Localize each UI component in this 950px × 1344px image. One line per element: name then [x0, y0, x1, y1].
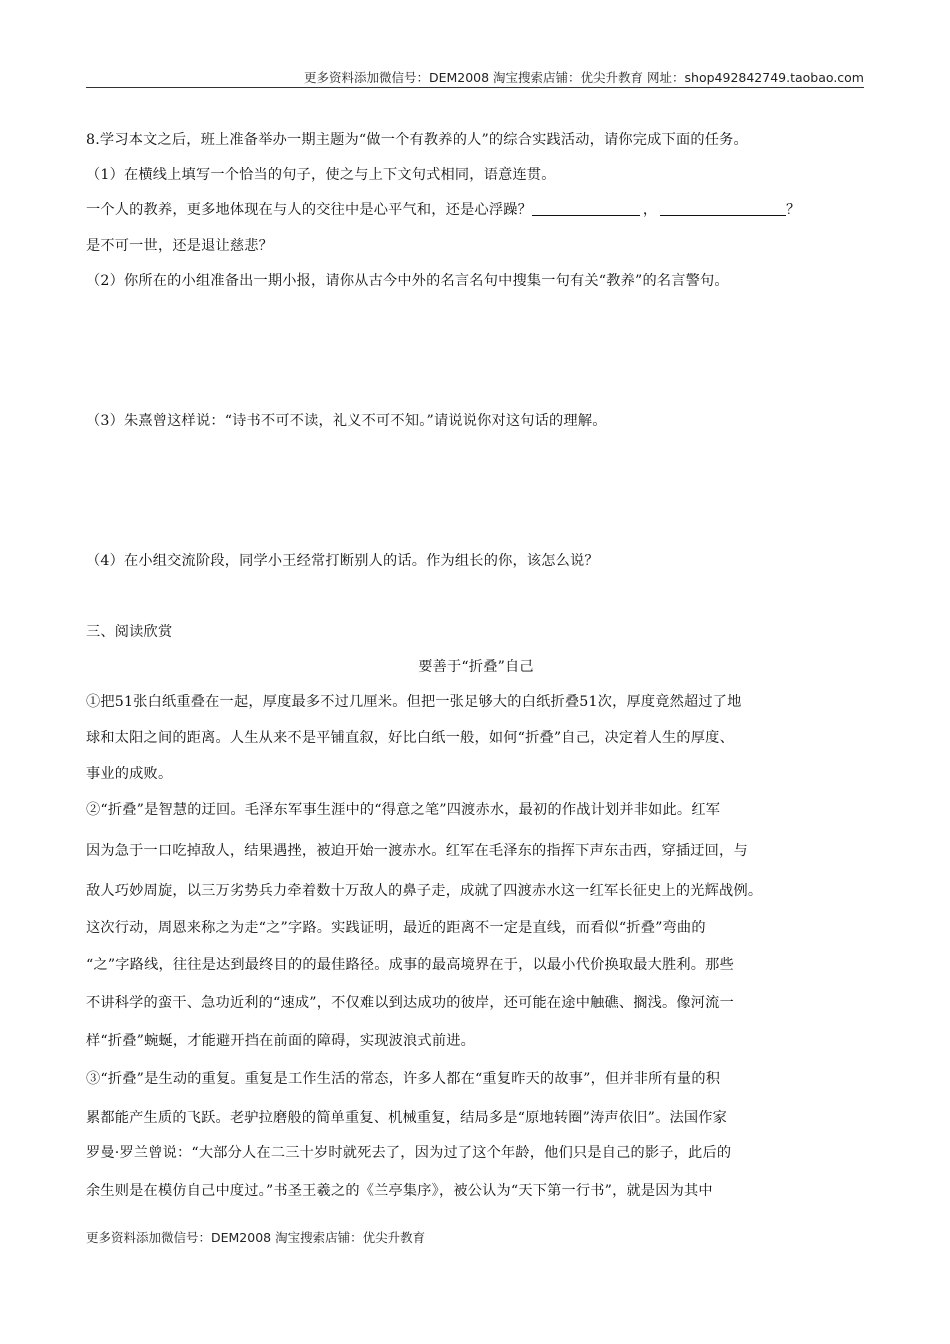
page-header: 更多资料添加微信号：DEM2008 淘宝搜索店铺：优尖升教育 网址：shop492842749.taobao.com [303, 70, 864, 85]
question-8-sub3: （3）朱熹曾这样说：“诗书不可不读，礼义不可不知。”请说说你对这句话的理解。 [86, 413, 607, 429]
article-title: 要善于“折叠”自己 [418, 659, 534, 675]
question-8-sub1-sentence [86, 200, 866, 220]
sub1-text-a: 一个人的教养，更多地体现在与人的交往中是心平气和，还是心浮躁？ [86, 202, 533, 218]
article-line: 这次行动，周恩来称之为走“之”字路。实践证明，最近的距离不一定是直线，而看似“折叠”弯曲的 [86, 920, 706, 936]
sub1-end-mark: ？ [786, 202, 801, 218]
article-line: 不讲科学的蛮干、急功近利的“速成”，不仅难以到达成功的彼岸，还可能在途中触礁、搁浅。像河流一 [86, 995, 734, 1011]
article-line: 球和太阳之间的距离。人生从来不是平铺直叙，好比白纸一般，如何“折叠”自己，决定着人生的厚度、 [86, 730, 734, 746]
article-line: “之”字路线，往往是达到最终目的的最佳路径。成事的最高境界在于，以最小代价换取最大胜利。那些 [86, 957, 734, 973]
question-8-sub1: （1）在横线上填写一个恰当的句子，使之与上下文句式相同，语意连贯。 [86, 167, 556, 183]
article-line: 样“折叠”蜿蜒，才能避开挡在前面的障碍，实现波浪式前进。 [86, 1033, 475, 1049]
article-line: ②“折叠”是智慧的迂回。毛泽东军事生涯中的“得意之笔”四渡赤水，最初的作战计划并非如此。红军 [86, 802, 721, 818]
answer-blank-2[interactable] [660, 201, 786, 216]
answer-blank-1[interactable] [532, 201, 640, 216]
page-footer: 更多资料添加微信号：DEM2008 淘宝搜索店铺：优尖升教育 [86, 1230, 426, 1245]
article-line: 因为急于一口吃掉敌人，结果遇挫，被迫开始一渡赤水。红军在毛泽东的指挥下声东击西，穿插迂回，与 [86, 843, 748, 859]
article-line: 余生则是在模仿自己中度过。”书圣王羲之的《兰亭集序》，被公认为“天下第一行书”，就是因为其中 [86, 1183, 713, 1199]
question-8-intro: 8.学习本文之后，班上准备举办一期主题为“做一个有教养的人”的综合实践活动，请你完成下面的任务。 [86, 132, 748, 148]
article-line: ③“折叠”是生动的重复。重复是工作生活的常态，许多人都在“重复昨天的故事”，但并非所有量的积 [86, 1071, 721, 1087]
article-line: 敌人巧妙周旋，以三万劣势兵力牵着数十万敌人的鼻子走，成就了四渡赤水这一红军长征史上的光辉战例。 [86, 883, 763, 899]
article-line: 罗曼·罗兰曾说：“大部分人在二三十岁时就死去了，因为过了这个年龄，他们只是自己的影子，此后的 [86, 1145, 732, 1161]
section-heading: 三、阅读欣赏 [86, 624, 173, 640]
article-line: 累都能产生质的飞跃。老驴拉磨般的简单重复、机械重复，结局多是“原地转圈”涛声依旧”。法国作家 [86, 1110, 728, 1126]
header-divider [86, 87, 864, 88]
question-8-sub4: （4）在小组交流阶段，同学小王经常打断别人的话。作为组长的你，该怎么说？ [86, 553, 599, 569]
sub1-separator: ， [642, 202, 658, 218]
question-8-sub1-sentence-b: 是不可一世，还是退让慈悲？ [86, 238, 274, 254]
question-8-sub2: （2）你所在的小组准备出一期小报，请你从古今中外的名言名句中搜集一句有关“教养”的名言警句。 [86, 273, 729, 289]
article-line: ①把51张白纸重叠在一起，厚度最多不过几厘米。但把一张足够大的白纸折叠51次，厚度竟然超过了地 [86, 694, 742, 710]
article-line: 事业的成败。 [86, 766, 173, 782]
